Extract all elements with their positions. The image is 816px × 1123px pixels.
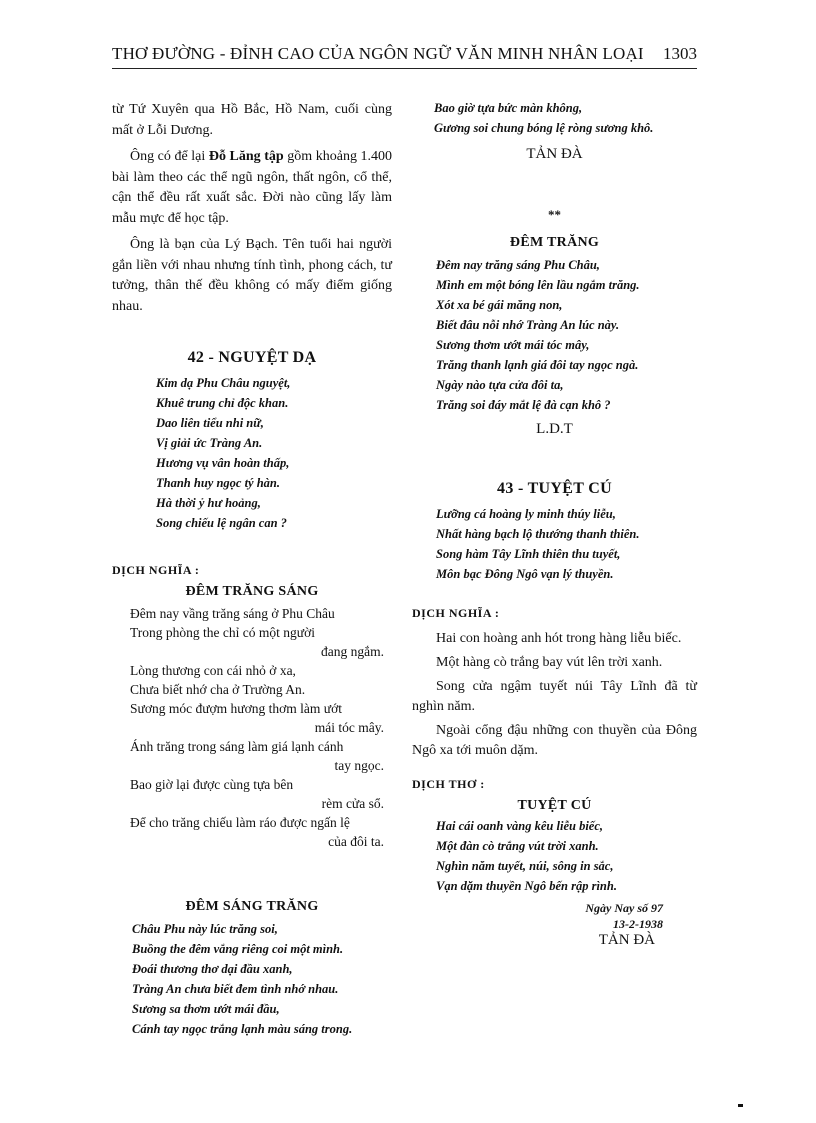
poem-line: Châu Phu này lúc trăng soi, xyxy=(132,922,278,936)
poem-tuyet-cu xyxy=(412,816,697,896)
poem-line: Vị giải ức Tràng An. xyxy=(156,436,263,450)
poem-line: Tràng An chưa biết đem tình nhớ nhau. xyxy=(132,982,339,996)
poem-line: Nghìn năm tuyết, núi, sông in sắc, xyxy=(436,859,614,873)
poem-line: Nhất hàng bạch lộ thướng thanh thiên. xyxy=(436,527,640,541)
translation-block xyxy=(112,604,392,851)
poem-line: Lưỡng cá hoàng ly minh thúy liễu, xyxy=(436,507,616,521)
translation-paragraph: Song cửa ngậm tuyết núi Tây Lĩnh đã từ nghìn năm. xyxy=(412,679,697,714)
translation-paragraph: Một hàng cò trắng bay vút lên trời xanh. xyxy=(436,655,663,670)
poem-line: Ngày nào tựa cửa đôi ta, xyxy=(436,378,564,392)
separator-stars: ** xyxy=(548,207,561,222)
section-label: DỊCH THƠ : xyxy=(412,777,485,791)
translation-paragraph: Ngoài cổng đậu những con thuyền của Đông Ngô xa tới muôn dặm. xyxy=(412,723,697,758)
signature: L.D.T xyxy=(536,421,573,437)
poem-line: Bao giờ tựa bức màn không, xyxy=(434,101,583,115)
translation-block xyxy=(412,629,697,761)
translation-line: Bao giờ lại được cùng tựa bên xyxy=(130,777,294,792)
text-run: gồm khoảng 1.400 bài làm theo các thể ngũ ngôn, thất ngôn, cổ thể, cận thể đều rất xuất sắc. Đời nào cũng lấy làm mẫu mực để học tập. xyxy=(112,149,393,226)
poem-line: Kim dạ Phu Châu nguyệt, xyxy=(156,376,291,390)
poem-line: Sương sa thơm ướt mái đầu, xyxy=(132,1002,280,1016)
translation-line: Sương móc đượm hương thơm làm ướt xyxy=(130,701,342,716)
poem-line: Biết đâu nỗi nhớ Tràng An lúc này. xyxy=(436,318,620,332)
poem-line: Dao liên tiểu nhi nữ, xyxy=(156,416,264,430)
poem-title: ĐÊM TRĂNG xyxy=(509,235,600,250)
poem-line: Khuê trung chỉ độc khan. xyxy=(156,396,289,410)
poem-title: ĐÊM SÁNG TRĂNG xyxy=(185,899,319,914)
poem-line: Song hàm Tây Lĩnh thiên thu tuyết, xyxy=(436,547,621,561)
poem-line: Trăng soi đáy mắt lệ đà cạn khô ? xyxy=(436,398,611,412)
signature: TẢN ĐÀ xyxy=(526,146,583,162)
signature: TẢN ĐÀ xyxy=(598,932,655,948)
translation-line-continuation: rèm cửa sổ. xyxy=(321,796,384,811)
poem-title: TUYỆT CÚ xyxy=(517,798,592,813)
translation-title: ĐÊM TRĂNG SÁNG xyxy=(185,584,319,599)
poem-title: 43 - TUYỆT CÚ xyxy=(497,480,612,497)
poem-line: Một đàn cò trắng vút trời xanh. xyxy=(436,839,599,853)
translation-line: Trong phòng the chỉ có một người xyxy=(130,625,315,640)
poem-line: Hương vụ vân hoàn thấp, xyxy=(156,456,290,470)
poem-line: Hà thời ỷ hư hoảng, xyxy=(156,496,261,510)
translation-line-continuation: mái tóc mây. xyxy=(314,720,384,735)
page-number: 1303 xyxy=(663,44,697,63)
poem-43 xyxy=(412,504,697,584)
poem-line: Xót xa bé gái măng non, xyxy=(436,298,563,312)
paragraph: từ Tứ Xuyên qua Hồ Bắc, Hồ Nam, cuối cùng mất ở Lỗi Dương. xyxy=(112,102,392,138)
paragraph: Ông là bạn của Lý Bạch. Tên tuổi hai người gắn liền với nhau nhưng tính tình, phong cách, tư tưởng, thân thế đều không có mấy điểm giống nhau. xyxy=(112,237,392,314)
poem-line: Song chiếu lệ ngân can ? xyxy=(156,516,287,530)
left-column xyxy=(112,100,392,1039)
date-note: 13-2-1938 xyxy=(613,917,663,931)
poem-line: Môn bạc Đông Ngô vạn lý thuyền. xyxy=(436,567,614,581)
translation-line: Đêm nay vầng trăng sáng ở Phu Châu xyxy=(130,606,335,621)
poem-line: Đoái thương thơ dại đầu xanh, xyxy=(132,962,293,976)
poem-title: 42 - NGUYỆT DẠ xyxy=(187,349,317,366)
running-title: THƠ ĐƯỜNG - ĐỈNH CAO CỦA NGÔN NGỮ VĂN MINH NHÂN LOẠI xyxy=(112,44,644,63)
poem-42 xyxy=(112,373,392,533)
poem-line: Hai cái oanh vàng kêu liễu biếc, xyxy=(436,819,604,833)
poem-line: Trăng thanh lạnh giá đôi tay ngọc ngà. xyxy=(436,358,639,372)
translation-paragraph: Hai con hoàng anh hót trong hàng liễu biếc. xyxy=(436,631,682,646)
poem-line: Sương thơm ướt mái tóc mây, xyxy=(436,338,590,352)
poem-line: Cánh tay ngọc trắng lạnh màu sáng trong. xyxy=(132,1022,353,1036)
section-label: DỊCH NGHĨA : xyxy=(112,563,200,577)
translation-line: Ánh trăng trong sáng làm giá lạnh cánh xyxy=(130,739,344,754)
book-title: Đỗ Lăng tập xyxy=(208,149,284,164)
poem-line: Đêm nay trăng sáng Phu Châu, xyxy=(436,258,600,272)
poem-line: Buồng the đêm vắng riêng coi một mình. xyxy=(132,942,344,956)
poem-dem-trang xyxy=(412,255,697,415)
translation-line-continuation: đang ngắm. xyxy=(321,644,384,659)
paragraph xyxy=(112,147,392,229)
source-note: Ngày Nay số 97 xyxy=(585,901,663,915)
page-mark xyxy=(738,1104,743,1107)
translation-line: Chưa biết nhớ cha ở Trường An. xyxy=(130,682,306,697)
translation-line-continuation: của đôi ta. xyxy=(328,834,384,849)
right-column xyxy=(412,100,697,949)
poem-continuation xyxy=(412,98,697,138)
poem-dem-sang-trang xyxy=(112,919,392,1039)
translation-line: Để cho trăng chiếu làm ráo được ngấn lệ xyxy=(130,815,350,830)
poem-line: Vạn dặm thuyền Ngô bến rập rình. xyxy=(436,879,617,893)
section-label: DỊCH NGHĨA : xyxy=(412,606,500,620)
poem-line: Thanh huy ngọc tý hàn. xyxy=(156,476,280,490)
poem-line: Gương soi chung bóng lệ ròng sương khô. xyxy=(434,121,654,135)
translation-line: Lòng thương con cái nhỏ ở xa, xyxy=(130,663,296,678)
page-header xyxy=(112,44,697,70)
poem-line: Mình em một bóng lên lầu ngắm trăng. xyxy=(436,278,640,292)
text-run: Ông có để lại xyxy=(130,149,209,164)
header-rule xyxy=(112,68,697,69)
translation-line-continuation: tay ngọc. xyxy=(334,758,384,773)
